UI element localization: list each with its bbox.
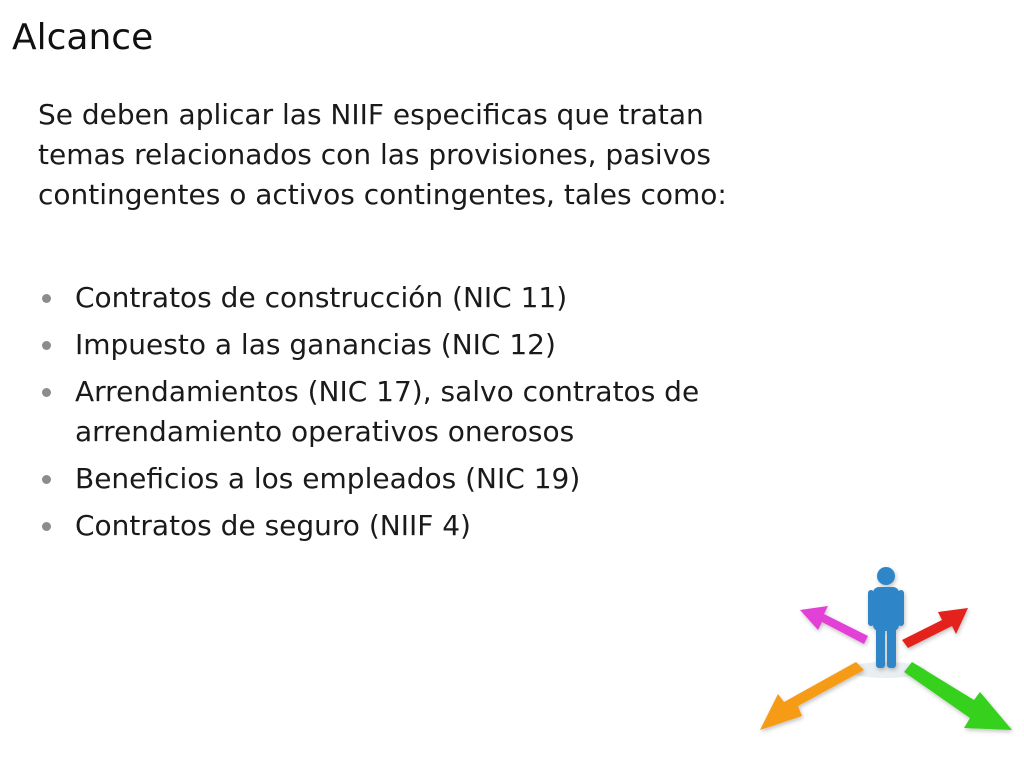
orange-arrow xyxy=(760,662,864,730)
bullet-text: Impuesto a las ganancias (NIC 12) xyxy=(75,328,556,361)
bullet-dot-icon xyxy=(42,294,51,303)
bullet-item xyxy=(38,325,938,365)
bullet-item xyxy=(38,459,938,499)
intro-line: contingentes o activos contingentes, tales como: xyxy=(38,178,727,211)
intro-line: temas relacionados con las provisiones, pasivos xyxy=(38,138,711,171)
intro-paragraph xyxy=(38,95,938,215)
bullet-text: Arrendamientos (NIC 17), salvo contratos de xyxy=(75,375,700,408)
bullet-dot-icon xyxy=(42,388,51,397)
bullet-dot-icon xyxy=(42,341,51,350)
bullet-dot-icon xyxy=(42,522,51,531)
bullet-item xyxy=(38,372,938,452)
bullet-text-continued: arrendamiento operativos onerosos xyxy=(75,415,575,448)
slide-title: Alcance xyxy=(12,17,154,58)
bullet-item xyxy=(38,278,938,318)
bullet-text: Contratos de construcción (NIC 11) xyxy=(75,281,568,314)
red-arrow xyxy=(902,608,968,648)
pink-arrow xyxy=(800,606,868,644)
intro-line: Se deben aplicar las NIIF especificas que tratan xyxy=(38,98,704,131)
bullet-text: Contratos de seguro (NIIF 4) xyxy=(75,509,471,542)
bullet-item xyxy=(38,506,938,546)
bullet-list xyxy=(38,278,938,553)
person-figure xyxy=(868,567,904,668)
person-crossroads-arrows-icon xyxy=(752,558,1020,744)
green-arrow xyxy=(904,662,1012,730)
bullet-dot-icon xyxy=(42,475,51,484)
bullet-text: Beneficios a los empleados (NIC 19) xyxy=(75,462,581,495)
